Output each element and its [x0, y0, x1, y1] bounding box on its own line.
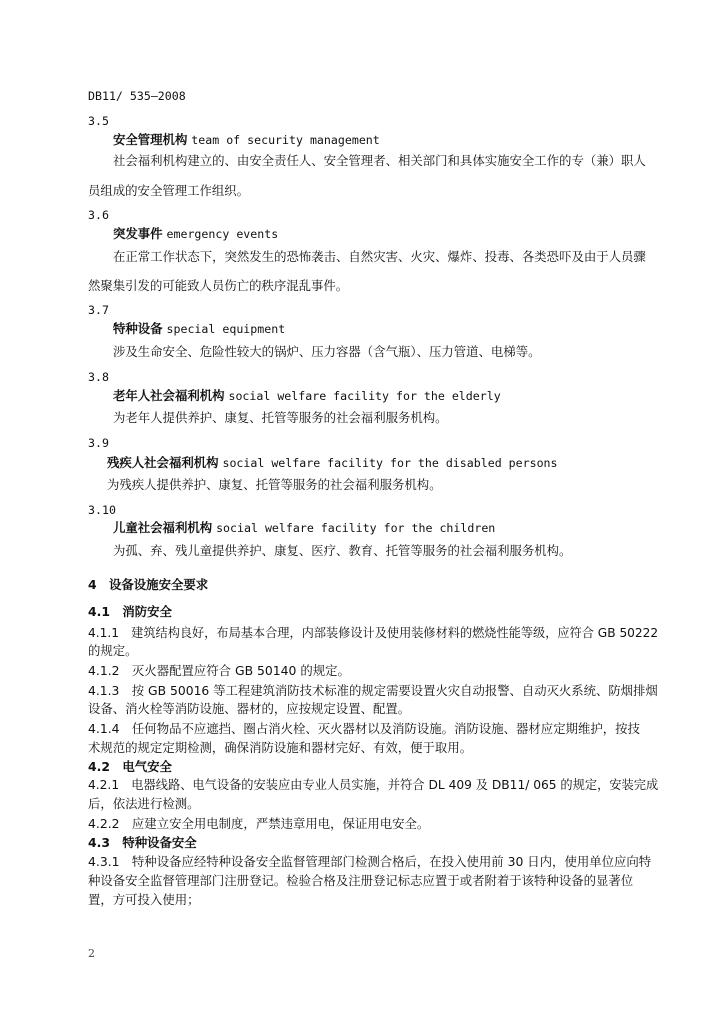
- term-title-cn: 特种设备: [113, 321, 163, 336]
- term-title-en: special equipment: [166, 322, 286, 336]
- term-title: [113, 520, 495, 536]
- subsection-heading: 4.1 消防安全: [88, 604, 172, 619]
- term-definition: 为老年人提供养护、康复、托管等服务的社会福利服务机构。: [113, 410, 448, 425]
- clause: 4.1.4 任何物品不应遮挡、圈占消火栓、灭火器材以及消防设施。消防设施、器材应定期维护，按技: [88, 721, 640, 736]
- term-definition-cont: 然聚集引发的可能致人员伤亡的秩序混乱事件。: [88, 278, 349, 293]
- clause-cont: 置，方可投入使用；: [88, 892, 200, 907]
- clause-cont: 后，依法进行检测。: [88, 796, 200, 811]
- term-title-cn: 儿童社会福利机构: [113, 520, 213, 535]
- subsection-heading: 4.2 电气安全: [88, 759, 172, 774]
- term-title-cn: 残疾人社会福利机构: [107, 455, 219, 470]
- term-number: 3.8: [88, 370, 109, 384]
- term-title-cn: 突发事件: [113, 226, 163, 241]
- clause-cont: 设备、消火栓等消防设施、器材的，应按规定设置、配置。: [88, 701, 411, 716]
- term-number: 3.5: [88, 114, 109, 128]
- term-title-cn: 老年人社会福利机构: [113, 388, 225, 403]
- term-number: 3.7: [88, 303, 109, 317]
- term-number: 3.6: [88, 208, 109, 222]
- term-title-cn: 安全管理机构: [113, 132, 188, 147]
- doc-code: DB11/ 535—2008: [88, 89, 186, 103]
- page-number: 2: [88, 947, 95, 960]
- term-title: [113, 388, 501, 404]
- term-definition: 社会福利机构建立的、由安全责任人、安全管理者、相关部门和具体实施安全工作的专（兼）职人: [113, 153, 646, 168]
- clause-cont: 术规范的规定定期检测，确保消防设施和器材完好、有效，便于取用。: [88, 740, 473, 755]
- term-number: 3.9: [88, 436, 109, 450]
- term-definition: 为孤、弃、残儿童提供养护、康复、医疗、教育、托管等服务的社会福利服务机构。: [113, 543, 572, 558]
- term-number: 3.10: [88, 503, 116, 517]
- term-title-en: emergency events: [166, 227, 279, 241]
- clause-cont: 种设备安全监督管理部门注册登记。检验合格及注册登记标志应置于或者附着于该特种设备的显著位: [88, 873, 634, 888]
- clause: 4.2.1 电器线路、电气设备的安装应由专业人员实施，并符合 DL 409 及 DB11/ 065 的规定，安装完成: [88, 777, 659, 792]
- term-title: [113, 321, 285, 337]
- term-definition: 涉及生命安全、危险性较大的锅炉、压力容器（含气瓶）、压力管道、电梯等。: [113, 344, 541, 359]
- term-title: [113, 132, 380, 148]
- term-title-en: social welfare facility for the disabled persons: [222, 456, 558, 470]
- term-definition-cont: 员组成的安全管理工作组织。: [88, 183, 250, 198]
- term-title-en: social welfare facility for the children: [216, 521, 496, 535]
- term-title-en: team of security management: [191, 133, 380, 147]
- clause: 4.1.3 按 GB 50016 等工程建筑消防技术标准的规定需要设置火灾自动报警、自动灭火系统、防烟排烟: [88, 683, 658, 698]
- term-title: [107, 455, 558, 471]
- section-heading: 4 设备设施安全要求: [88, 577, 209, 592]
- clause: 4.1.1 建筑结构良好，布局基本合理，内部装修设计及使用装修材料的燃烧性能等级，应符合 GB 50222: [88, 625, 659, 640]
- clause: 4.3.1 特种设备应经特种设备安全监督管理部门检测合格后，在投入使用前 30 日内，使用单位应向特: [88, 854, 652, 869]
- clause: 4.1.2 灭火器配置应符合 GB 50140 的规定。: [88, 663, 350, 678]
- term-title-en: social welfare facility for the elderly: [228, 389, 501, 403]
- clause-cont: 的规定。: [88, 643, 138, 658]
- term-title: [113, 226, 278, 242]
- term-definition: 为残疾人提供养护、康复、托管等服务的社会福利服务机构。: [107, 477, 442, 492]
- subsection-heading: 4.3 特种设备安全: [88, 835, 197, 850]
- clause: 4.2.2 应建立安全用电制度，严禁违章用电，保证用电安全。: [88, 816, 430, 831]
- term-definition: 在正常工作状态下，突然发生的恐怖袭击、自然灾害、火灾、爆炸、投毒、各类恐吓及由于人员骤: [113, 249, 646, 264]
